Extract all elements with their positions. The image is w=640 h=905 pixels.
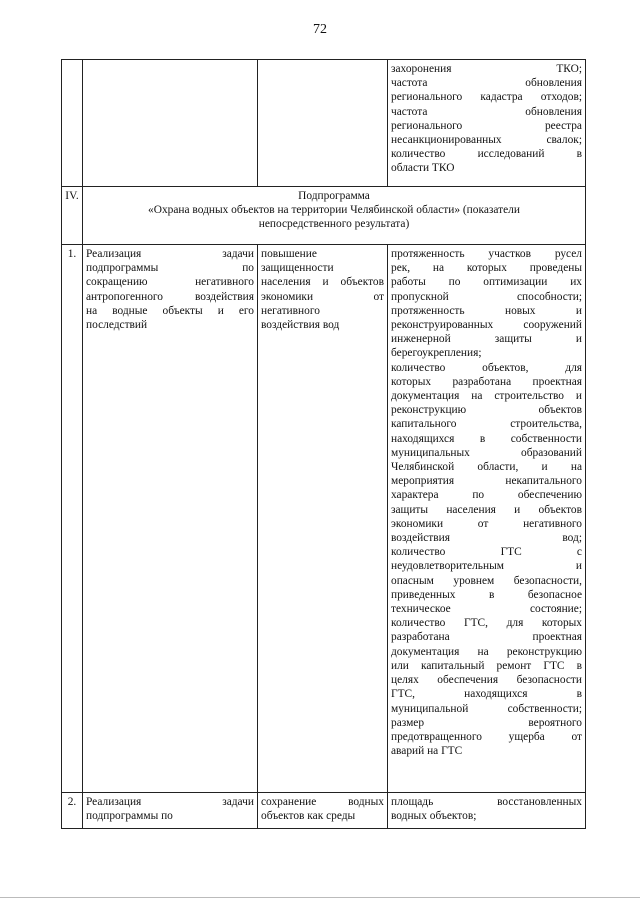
cell-text-line: воздействия вод; <box>391 532 582 545</box>
cell-text-line: которых разработана проектная <box>391 375 582 388</box>
cell-text-line: пропускной способности; <box>391 290 582 303</box>
cell-text-line: техническое состояние; <box>391 603 582 616</box>
cell-text-line: находящихся в собственности <box>391 432 582 445</box>
cell-text-line: регионального реестра <box>391 119 582 132</box>
cell-text-line: регионального кадастра отходов; <box>391 91 582 104</box>
cell-text-line: предотвращенного ущерба от <box>391 730 582 743</box>
indicator-cell <box>388 245 586 793</box>
indicator-lines <box>391 247 582 758</box>
cell-text-line: повышение <box>261 248 317 260</box>
continued-task-cell <box>83 60 258 187</box>
indicator-cell <box>388 793 586 829</box>
task-cell <box>83 793 258 829</box>
cell-text-line: муниципальной собственности; <box>391 702 582 715</box>
cell-text-line: подпрограммы по <box>86 810 173 823</box>
page-number: 72 <box>313 22 327 37</box>
table-row <box>62 245 586 793</box>
cell-text-line: сохранение водных <box>261 796 384 808</box>
cell-text-line: воздействия вод <box>261 319 340 332</box>
goal-lines <box>261 247 384 332</box>
cell-text-line: негативного <box>261 304 320 317</box>
cell-text-line: рек, на которых проведены <box>391 262 582 275</box>
cell-text-line: характера по обеспечению <box>391 489 582 502</box>
continued-number-cell <box>62 60 83 187</box>
continued-goal-cell <box>258 60 388 187</box>
cell-text-line: капитального строительства, <box>391 418 582 431</box>
cell-text-line: экономики от <box>261 290 384 303</box>
indicator-lines <box>391 795 582 823</box>
cell-text-line: сокращению негативного <box>86 276 254 289</box>
cell-text-line: защищенности <box>261 262 334 275</box>
cell-text-line: Реализация задачи <box>86 796 254 808</box>
goal-cell <box>258 245 388 793</box>
cell-text-line: области ТКО <box>391 162 455 175</box>
cell-text-line: количество ГТС с <box>391 546 582 559</box>
cell-text-line: работы по оптимизации их <box>391 276 582 289</box>
cell-text-line: приведенных в безопасное <box>391 588 582 601</box>
section-number: IV. <box>62 187 83 245</box>
continued-row <box>62 60 586 187</box>
cell-text-line: целях обеспечения безопасности <box>391 674 582 687</box>
goal-cell <box>258 793 388 829</box>
task-cell <box>83 245 258 793</box>
cell-text-line: ГТС, находящихся в <box>391 688 582 701</box>
cell-text-line: объектов как среды <box>261 810 356 823</box>
cell-text-line: количество ГТС, для которых <box>391 617 582 630</box>
cell-text-line: защиты населения и объектов <box>391 503 582 516</box>
cell-text-line: муниципальных образований <box>391 446 582 459</box>
row-number: 2. <box>62 793 83 829</box>
cell-text-line: реконструкцию объектов <box>391 404 582 417</box>
section-header-row <box>62 187 586 245</box>
section-subtitle-line-1: «Охрана водных объектов на территории Челябинской области» (показатели <box>148 204 520 217</box>
cell-text-line: размер вероятного <box>391 716 582 729</box>
cell-text-line: захоронения ТКО; <box>391 63 582 75</box>
cell-text-line: количество объектов, для <box>391 361 582 374</box>
cell-text-line: реконструированных сооружений <box>391 319 582 332</box>
continued-indicator-lines <box>391 62 582 176</box>
cell-text-line: количество исследований в <box>391 148 582 161</box>
cell-text-line: документация на строительство и <box>391 390 582 403</box>
goal-lines <box>261 795 384 823</box>
cell-text-line: частота обновления <box>391 77 582 90</box>
cell-text-line: аварий на ГТС <box>391 745 463 758</box>
page-bottom-edge <box>0 897 640 898</box>
row-number: 1. <box>62 245 83 793</box>
cell-text-line: протяженность участков русел <box>391 248 582 260</box>
cell-text-line: документация на реконструкцию <box>391 645 582 658</box>
cell-text-line: несанкционированных свалок; <box>391 134 582 147</box>
section-subtitle-line-2: непосредственного результата) <box>258 218 410 231</box>
cell-text-line: антропогенного воздействия <box>86 290 254 303</box>
cell-text-line: берегоукрепления; <box>391 347 482 360</box>
cell-text-line: инженерной защиты и <box>391 333 582 346</box>
cell-text-line: последствий <box>86 319 148 332</box>
cell-text-line: Реализация задачи <box>86 248 254 260</box>
cell-text-line: населения и объектов <box>261 276 384 289</box>
cell-text-line: Челябинской области, и на <box>391 461 582 474</box>
task-lines <box>86 247 254 332</box>
cell-text-line: подпрограммы по <box>86 262 254 275</box>
cell-text-line: мероприятия некапитального <box>391 475 582 488</box>
cell-text-line: водных объектов; <box>391 810 477 823</box>
section-header-cell <box>83 187 586 245</box>
continued-indicator-cell <box>388 60 586 187</box>
cell-text-line: протяженность новых и <box>391 304 582 317</box>
cell-text-line: неудовлетворительным и <box>391 560 582 573</box>
indicators-table <box>61 59 586 829</box>
cell-text-line: на водные объекты и его <box>86 304 254 317</box>
table-row <box>62 793 586 829</box>
cell-text-line: или капитальный ремонт ГТС в <box>391 659 582 672</box>
cell-text-line: экономики от негативного <box>391 517 582 530</box>
task-lines <box>86 795 254 823</box>
section-title: Подпрограмма <box>298 190 370 202</box>
cell-text-line: частота обновления <box>391 105 582 118</box>
cell-text-line: разработана проектная <box>391 631 582 644</box>
cell-text-line: опасным уровнем безопасности, <box>391 574 582 587</box>
cell-text-line: площадь восстановленных <box>391 796 582 808</box>
